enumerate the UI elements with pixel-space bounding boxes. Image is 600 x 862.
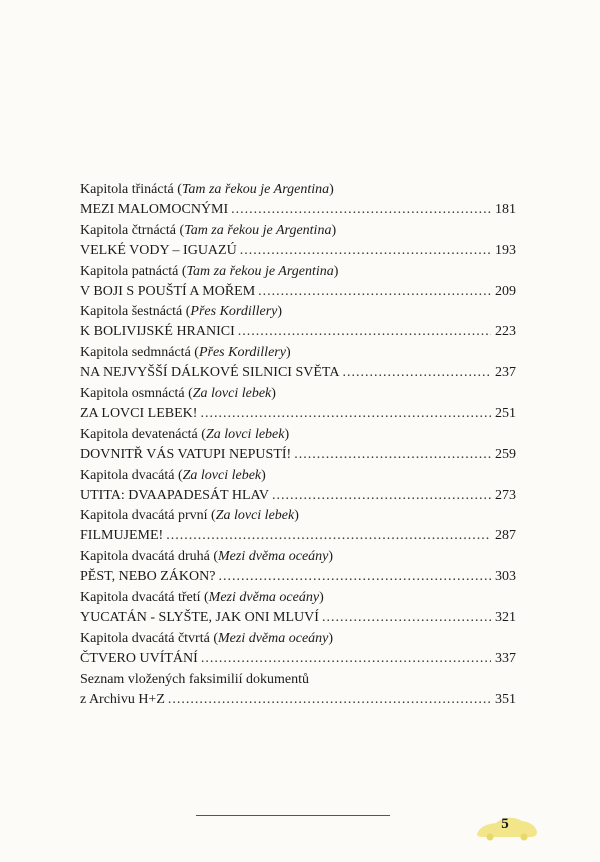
chapter-row bbox=[80, 404, 516, 424]
chapter-part: Tam za řekou je Argentina bbox=[186, 263, 334, 279]
chapter-title: ZA LOVCI LEBEK! bbox=[80, 405, 198, 421]
chapter-label: Kapitola dvacátá bbox=[80, 467, 175, 483]
toc-entry bbox=[80, 180, 516, 221]
page-number: 5 bbox=[501, 816, 509, 832]
leader-dots bbox=[294, 445, 491, 465]
toc-entry bbox=[80, 466, 516, 507]
chapter-page: 337 bbox=[495, 650, 516, 666]
chapter-row bbox=[80, 282, 516, 302]
chapter-heading: Kapitola třináctá (Tam za řekou je Argentina) bbox=[80, 182, 334, 197]
chapter-title: PĚST, NEBO ZÁKON? bbox=[80, 569, 216, 585]
chapter-title: NA NEJVYŠŠÍ DÁLKOVÉ SILNICI SVĚTA bbox=[80, 365, 340, 381]
toc-entry bbox=[80, 384, 516, 425]
chapter-part: Mezi dvěma oceány bbox=[208, 589, 320, 605]
chapter-title: DOVNITŘ VÁS VATUPI NEPUSTÍ! bbox=[80, 446, 292, 462]
chapter-part: Přes Kordillery bbox=[190, 304, 278, 320]
chapter-page: 321 bbox=[495, 609, 516, 625]
chapter-label: Kapitola sedmnáctá bbox=[80, 345, 191, 361]
chapter-part: Mezi dvěma oceány bbox=[218, 549, 329, 565]
chapter-page: 273 bbox=[495, 487, 516, 503]
chapter-title: YUCATÁN - SLYŠTE, JAK ONI MLUVÍ bbox=[80, 609, 319, 625]
chapter-row bbox=[80, 322, 516, 342]
chapter-heading: Kapitola sedmnáctá (Přes Kordillery) bbox=[80, 345, 291, 361]
chapter-row bbox=[80, 363, 516, 383]
toc-entry bbox=[80, 221, 516, 262]
chapter-row bbox=[80, 445, 516, 465]
appendix-entry bbox=[80, 670, 516, 711]
toc-entry bbox=[80, 629, 516, 670]
leader-dots bbox=[342, 363, 491, 383]
footer-rule bbox=[196, 815, 390, 816]
appendix-page: 351 bbox=[495, 691, 516, 707]
chapter-row bbox=[80, 649, 516, 669]
leader-dots bbox=[258, 282, 491, 302]
toc-entry bbox=[80, 425, 516, 466]
leader-dots bbox=[231, 200, 491, 220]
chapter-heading: Kapitola dvacátá (Za lovci lebek) bbox=[80, 467, 266, 483]
chapter-page: 287 bbox=[495, 528, 516, 544]
chapter-heading: Kapitola dvacátá první (Za lovci lebek) bbox=[80, 508, 299, 524]
chapter-part: Za lovci lebek bbox=[182, 467, 262, 483]
chapter-label: Kapitola šestnáctá bbox=[80, 304, 183, 320]
chapter-row bbox=[80, 526, 516, 546]
chapter-row bbox=[80, 608, 516, 628]
toc-entry bbox=[80, 343, 516, 384]
chapter-row bbox=[80, 241, 516, 261]
chapter-heading: Kapitola patnáctá (Tam za řekou je Argentina) bbox=[80, 263, 339, 279]
chapter-page: 181 bbox=[495, 202, 516, 217]
chapter-part: Za lovci lebek bbox=[205, 426, 285, 442]
chapter-part: Za lovci lebek bbox=[215, 508, 295, 524]
chapter-label: Kapitola třináctá bbox=[80, 182, 174, 197]
chapter-title: MEZI MALOMOCNÝMI bbox=[80, 202, 229, 217]
leader-dots bbox=[272, 486, 491, 506]
chapter-part: Mezi dvěma oceány bbox=[218, 630, 329, 646]
chapter-page: 303 bbox=[495, 569, 516, 585]
leader-dots bbox=[240, 241, 491, 261]
toc-entry bbox=[80, 547, 516, 588]
chapter-heading: Kapitola devatenáctá (Za lovci lebek) bbox=[80, 426, 290, 442]
chapter-row bbox=[80, 567, 516, 587]
chapter-heading: Kapitola osmnáctá (Za lovci lebek) bbox=[80, 385, 276, 401]
chapter-part: Za lovci lebek bbox=[192, 385, 272, 401]
chapter-label: Kapitola dvacátá třetí bbox=[80, 589, 201, 605]
chapter-page: 251 bbox=[495, 405, 516, 421]
chapter-label: Kapitola dvacátá první bbox=[80, 508, 208, 524]
chapter-label: Kapitola patnáctá bbox=[80, 263, 179, 279]
chapter-title: ČTVERO UVÍTÁNÍ bbox=[80, 650, 198, 666]
leader-dots bbox=[168, 690, 491, 710]
chapter-row bbox=[80, 200, 516, 220]
table-of-contents bbox=[80, 180, 516, 710]
toc-entry bbox=[80, 506, 516, 547]
chapter-page: 193 bbox=[495, 242, 516, 258]
leader-dots bbox=[218, 567, 491, 587]
chapter-label: Kapitola devatenáctá bbox=[80, 426, 198, 442]
chapter-page: 209 bbox=[495, 283, 516, 299]
leader-dots bbox=[322, 608, 491, 628]
appendix-line2: z Archivu H+Z bbox=[80, 691, 165, 707]
chapter-heading: Kapitola dvacátá třetí (Mezi dvěma oceány) bbox=[80, 589, 324, 605]
chapter-part: Tam za řekou je Argentina bbox=[184, 222, 332, 238]
leader-dots bbox=[200, 404, 491, 424]
toc-entry bbox=[80, 262, 516, 303]
chapter-title: UTITA: DVAAPADESÁT HLAV bbox=[80, 487, 269, 503]
chapter-title: VELKÉ VODY – IGUAZÚ bbox=[80, 242, 237, 258]
leader-dots bbox=[238, 322, 491, 342]
chapter-part: Tam za řekou je Argentina bbox=[181, 182, 330, 197]
toc-entry bbox=[80, 302, 516, 343]
toc-entry bbox=[80, 588, 516, 629]
chapter-row bbox=[80, 486, 516, 506]
chapter-title: FILMUJEME! bbox=[80, 528, 164, 544]
chapter-label: Kapitola dvacátá čtvrtá bbox=[80, 630, 210, 646]
chapter-page: 259 bbox=[495, 446, 516, 462]
chapter-label: Kapitola dvacátá druhá bbox=[80, 549, 210, 565]
chapter-page: 223 bbox=[495, 324, 516, 340]
chapter-label: Kapitola čtrnáctá bbox=[80, 222, 177, 238]
chapter-part: Přes Kordillery bbox=[198, 345, 286, 361]
chapter-heading: Kapitola dvacátá druhá (Mezi dvěma oceány) bbox=[80, 549, 334, 565]
chapter-label: Kapitola osmnáctá bbox=[80, 385, 185, 401]
chapter-heading: Kapitola čtrnáctá (Tam za řekou je Argentina) bbox=[80, 222, 337, 238]
chapter-title: K BOLIVIJSKÉ HRANICI bbox=[80, 324, 235, 340]
appendix-row bbox=[80, 690, 516, 710]
chapter-heading: Kapitola dvacátá čtvrtá (Mezi dvěma oceány) bbox=[80, 630, 334, 646]
appendix-line1: Seznam vložených faksimilií dokumentů bbox=[80, 671, 310, 687]
leader-dots bbox=[201, 649, 491, 669]
leader-dots bbox=[166, 526, 491, 546]
chapter-title: V BOJI S POUŠTÍ A MOŘEM bbox=[80, 283, 256, 299]
chapter-heading: Kapitola šestnáctá (Přes Kordillery) bbox=[80, 304, 283, 320]
chapter-page: 237 bbox=[495, 365, 516, 381]
